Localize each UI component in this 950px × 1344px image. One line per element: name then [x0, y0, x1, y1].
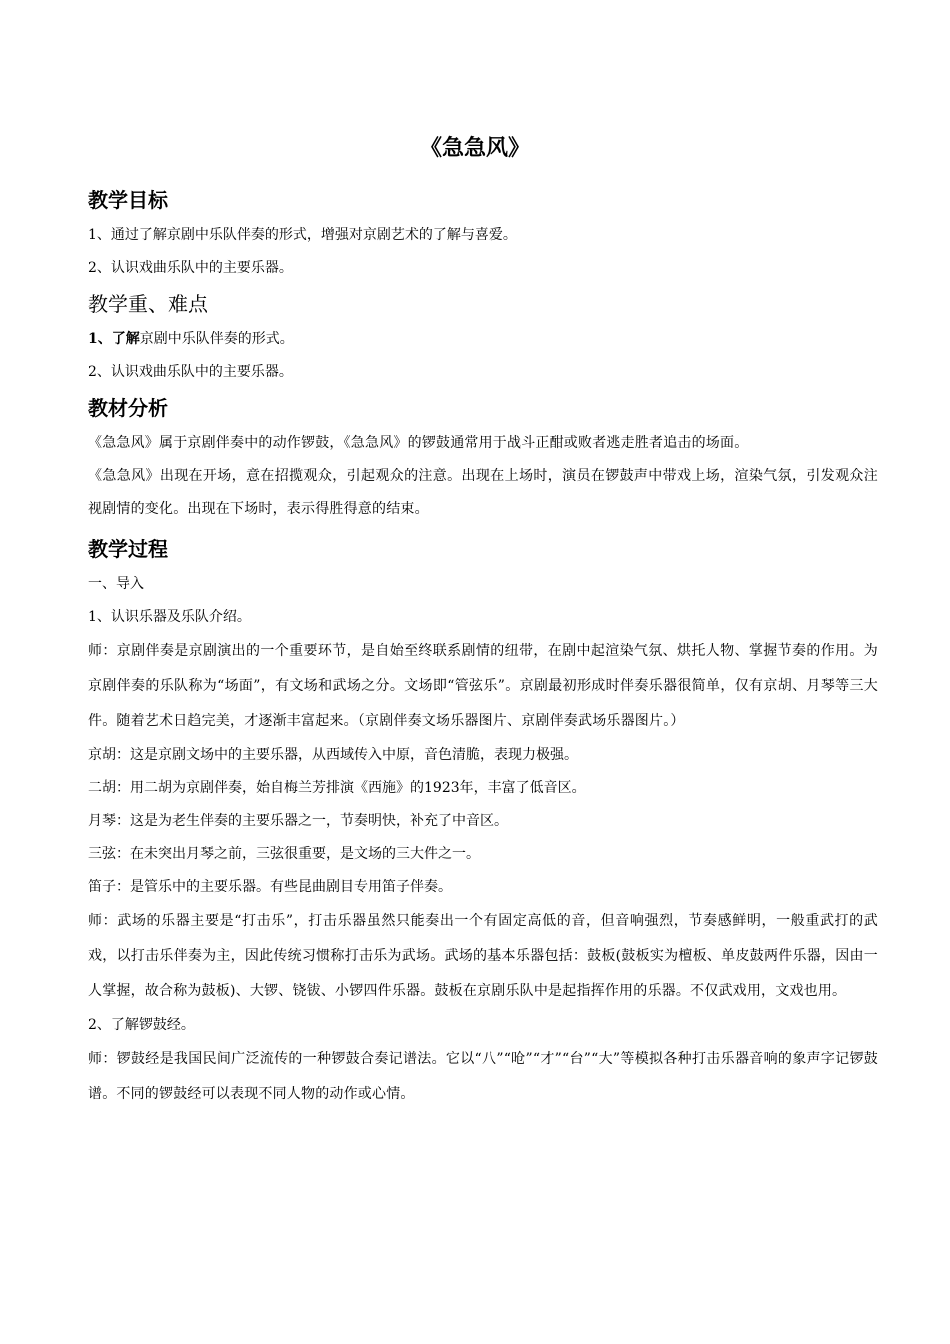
instrument-item: 月琴：这是为老生伴奏的主要乐器之一，节奏明快，补充了中音区。: [88, 813, 508, 829]
teacher-paragraph: 师：武场的乐器主要是“打击乐”，打击乐器虽然只能奏出一个有固定高低的音，但音响强烈，节奏感鲜明，一般重武打的武戏，以打击乐伴奏为主，因此传统习惯称打击乐为武场。武场的基本乐器包括：鼓板(鼓板实为檀板、单皮鼓两件乐器，因由一人掌握，故合称为鼓板)、大锣、铙钹、小锣四件乐器。鼓板在京剧乐队中是起指挥作用的乐器。不仅武戏用，文戏也用。: [88, 913, 878, 999]
teacher-paragraph: 师：京剧伴奏是京剧演出的一个重要环节，是自始至终联系剧情的纽带，在剧中起渲染气氛、烘托人物、掌握节奏的作用。为京剧伴奏的乐队称为“场面”，有文场和武场之分。文场即“管弦乐”。京剧最初形成时伴奏乐器很简单，仅有京胡、月琴等三大件。随着艺术日趋完美，才逐渐丰富起来。（京剧伴奏文场乐器图片、京剧伴奏武场乐器图片。）: [88, 643, 878, 729]
process-subsection: 2、了解锣鼓经。: [88, 1017, 195, 1033]
key-point-rest: 京剧中乐队伴奏的形式。: [139, 331, 294, 347]
objectives-heading: 教学目标: [88, 188, 168, 212]
process-subsection: 1、认识乐器及乐队介绍。: [88, 609, 251, 625]
analysis-paragraph: 《急急风》属于京剧伴奏中的动作锣鼓，《急急风》的锣鼓通常用于战斗正酣或败者逃走胜者追击的场面。: [88, 435, 749, 451]
process-heading: 教学过程: [88, 537, 168, 561]
instrument-item: 三弦：在未突出月琴之前，三弦很重要，是文场的三大件之一。: [88, 846, 480, 862]
analysis-heading: 教材分析: [88, 396, 168, 420]
instrument-item: 二胡：用二胡为京剧伴奏，始自梅兰芳排演《西施》的1923年，丰富了低音区。: [88, 780, 586, 796]
objective-item: 1、通过了解京剧中乐队伴奏的形式，增强对京剧艺术的了解与喜爱。: [88, 227, 517, 243]
key-point-item: [88, 323, 878, 356]
process-section: 一、导入: [88, 576, 144, 592]
objective-item: 2、认识戏曲乐队中的主要乐器。: [88, 260, 293, 276]
key-points-heading: 教学重、难点: [88, 292, 208, 316]
document-body: [88, 181, 878, 1112]
analysis-paragraph: 《急急风》出现在开场，意在招揽观众，引起观众的注意。出现在上场时，演员在锣鼓声中带戏上场，渲染气氛，引发观众注视剧情的变化。出现在下场时，表示得胜得意的结束。: [88, 468, 878, 517]
instrument-item: 笛子：是管乐中的主要乐器。有些昆曲剧目专用笛子伴奏。: [88, 879, 452, 895]
key-point-bold: 1、了解: [88, 331, 140, 347]
key-point-item: 2、认识戏曲乐队中的主要乐器。: [88, 364, 293, 380]
teacher-paragraph: 师：锣鼓经是我国民间广泛流传的一种锣鼓合奏记谱法。它以“八”“呛”“才”“台”“大”等模拟各种打击乐器音响的象声字记锣鼓谱。不同的锣鼓经可以表现不同人物的动作或心情。: [88, 1051, 878, 1102]
instrument-item: 京胡：这是京剧文场中的主要乐器，从西域传入中原，音色清脆，表现力极强。: [88, 747, 578, 763]
document-title: 《急急风》: [419, 136, 530, 161]
